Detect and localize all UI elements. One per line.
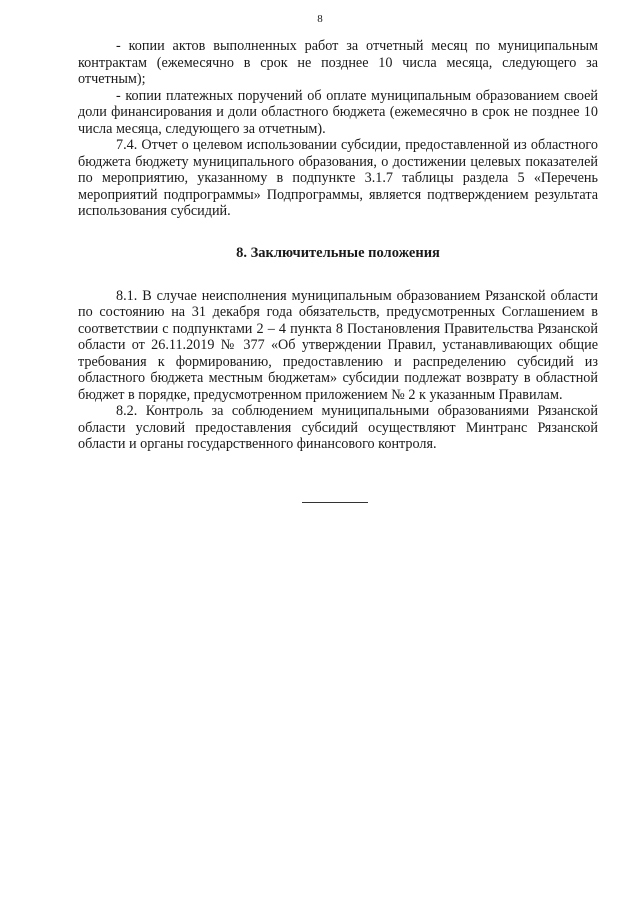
closing-divider — [302, 502, 368, 503]
paragraph-acts-copies: - копии актов выполненных работ за отчетный месяц по муниципальным контрактам (ежемесячно в срок не позднее 10 числа месяца, следующего за отчетным); — [78, 38, 598, 87]
section-title: 8. Заключительные положения — [236, 244, 440, 261]
paragraph-8-2: 8.2. Контроль за соблюдением муниципальными образованиями Рязанской области условий предоставления субсидий осуществляют Минтранс Рязанской области и органы государственного финансового контроля. — [78, 403, 598, 452]
document-body — [78, 38, 598, 453]
paragraph-7-4: 7.4. Отчет о целевом использовании субсидии, предоставленной из областного бюджета бюджету муниципального образования, о достижении целевых показателей по мероприятию, указанному в подпункте 3.1.7 таблицы раздела 5 «Перечень мероприятий подпрограммы» Подпрограммы, является подтверждением результата использования субсидий. — [78, 137, 598, 219]
paragraph-8-1: 8.1. В случае неисполнения муниципальным образованием Рязанской области по состоянию на 31 декабря года обязательств, предусмотренных Соглашением в соответствии с подпунктами 2 – 4 пункта 8 Постановления Правительства Рязанской области от 26.11.2019 № 377 «Об утверждении Правил, устанавливающих общие требования к формированию, предоставлению и распределению субсидий из областного бюджета местным бюджетам» субсидии подлежат возврату в областной бюджет в порядке, предусмотренном приложением № 2 к указанным Правилам. — [78, 287, 598, 403]
page-number: 8 — [317, 13, 323, 25]
paragraph-payment-orders: - копии платежных поручений об оплате муниципальным образованием своей доли финансирования и доли областного бюджета (ежемесячно в срок не позднее 10 числа месяца, следующего за отчетным). — [78, 87, 598, 137]
